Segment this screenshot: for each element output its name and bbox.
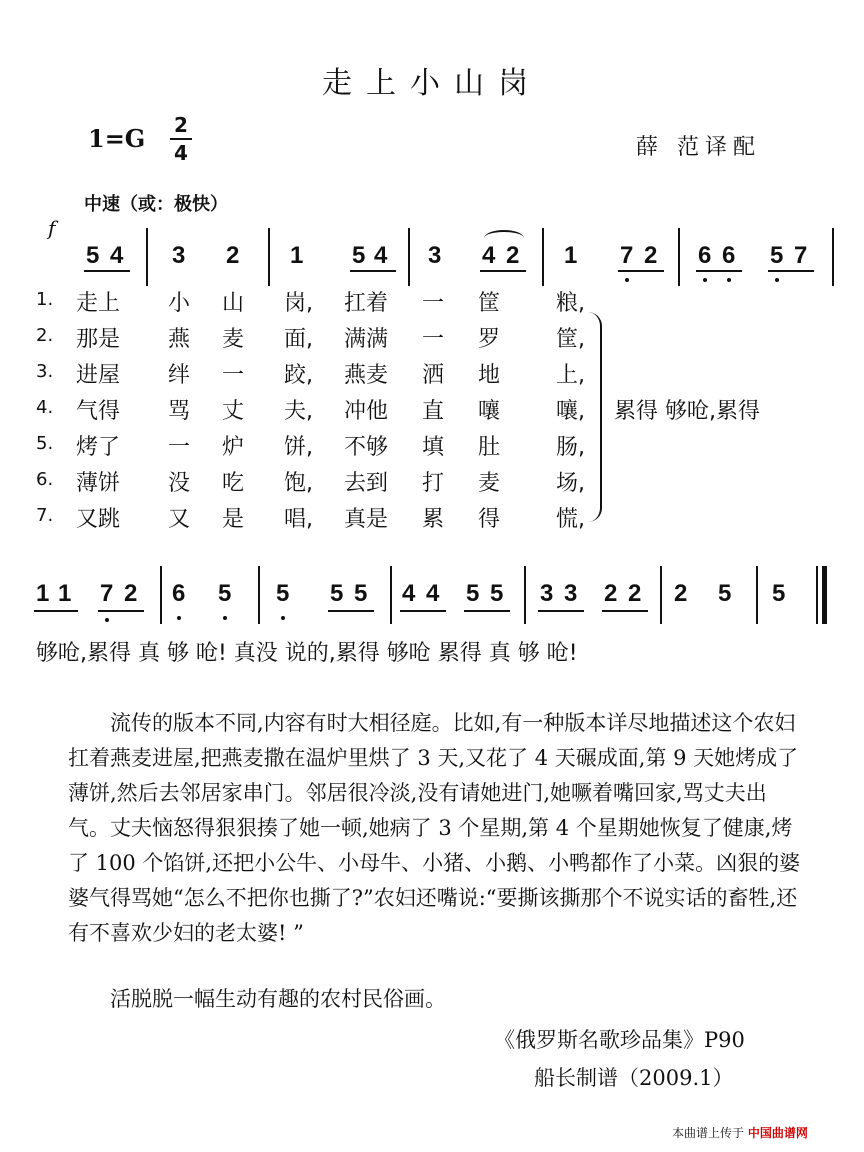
verse-row [0,286,600,322]
verse-word: 一 [422,327,445,352]
note: 6 [698,242,712,269]
note: 5 [466,580,480,607]
note: 3 [428,242,442,269]
verse-word: 烤了 [76,435,121,460]
verse-row [0,322,600,358]
verse-word: 筐 [478,291,501,316]
note: 1 [58,580,72,607]
verse-word: 粮, [556,291,585,316]
verse-number: 4. [36,397,54,418]
verse-word: 唱, [284,507,313,532]
verse-word: 填 [422,435,445,460]
verse-brace [588,312,602,522]
verse-word: 跤, [284,363,313,388]
verse-word: 岗, [284,291,313,316]
verse-word: 吃 [222,471,245,496]
verse-word: 扛着 [344,291,389,316]
verse-word: 不够 [344,435,389,460]
verse-word: 肠, [556,435,585,460]
verse-word: 麦 [222,327,245,352]
note: 5 [490,580,504,607]
note: 2 [644,242,658,269]
verse-row [0,466,600,502]
note: 5 [718,580,732,607]
note: 7 [794,242,808,269]
note: 5 [352,242,366,269]
verse-word: 嚷 [478,399,501,424]
time-bottom: 4 [174,141,188,165]
note: 5 [770,242,784,269]
note: 2 [628,580,642,607]
line2-lyrics: 够呛,累得 真 够 呛! 真没 说的,累得 够呛 累得 真 够 呛! [36,641,578,666]
footer-watermark [672,1124,808,1141]
note: 6 [722,242,736,269]
verse-word: 嚷, [556,399,585,424]
key-signature: 1=G [88,124,146,153]
verse-word: 慌, [556,507,585,532]
verse-word: 是 [222,507,245,532]
refrain-lyric: 累得 够呛,累得 [614,399,760,424]
note: 1 [564,242,578,269]
notation-line-2 [0,580,864,608]
note: 2 [124,580,138,607]
verse-word: 薄饼 [76,471,121,496]
verse-word: 冲他 [344,399,389,424]
verse-word: 山 [222,291,245,316]
verse-row [0,394,600,430]
song-title: 走上小山岗 [322,66,542,101]
verse-word: 炉 [222,435,245,460]
time-signature [170,114,192,164]
commentary-paragraph: 流传的版本不同,内容有时大相径庭。比如,有一种版本详尽地描述这个农妇扛着燕麦进屋,把燕麦撒在温炉里烘了 3 天,又花了 4 天碾成面,第 9 天她烤成了薄饼,然后去邻居家串门。邻居很冷淡,没有请她进门,她噘着嘴回家,骂丈夫出气。丈夫恼怒得狠狠揍了她一顿,她病了 3 个星期,第 4 个星期她恢复了健康,烤了 100 个馅饼,还把小公牛、小母牛、小猪、小鹅、小鸭都作了小菜。凶狠的婆婆气得骂她“怎么不把你也撕了?”农妇还嘴说:“要撕该撕那个不说实话的畜牲,还有不喜欢少妇的老太婆! ” [68,711,801,945]
verse-number: 3. [36,361,54,382]
note: 2 [226,242,240,269]
time-top: 2 [174,113,188,137]
verse-word: 筐, [556,327,585,352]
note: 4 [110,242,124,269]
verse-word: 夫, [284,399,313,424]
verse-word: 又 [168,507,191,532]
note: 5 [218,580,232,607]
verse-word: 燕 [168,327,191,352]
note: 5 [354,580,368,607]
verse-word: 骂 [168,399,191,424]
verse-number: 5. [36,433,54,454]
verse-number: 2. [36,325,54,346]
note: 1 [36,580,50,607]
verse-word: 饱, [284,471,313,496]
arranger-credit: 薛 范译配 [636,135,761,160]
note: 4 [374,242,388,269]
verse-word: 肚 [478,435,501,460]
source-citation: 《俄罗斯名歌珍品集》P90 [494,1028,745,1052]
verse-word: 丈 [222,399,245,424]
note: 5 [330,580,344,607]
note: 2 [506,242,520,269]
verse-word: 累 [422,507,445,532]
slur [484,230,524,246]
verse-number: 6. [36,469,54,490]
verse-word: 上, [556,363,585,388]
note: 4 [402,580,416,607]
verse-word: 又跳 [76,507,121,532]
tempo-marking: 中速（或：极快） [84,194,228,215]
verse-word: 得 [478,507,501,532]
verse-number: 7. [36,505,54,526]
note: 4 [482,242,496,269]
note: 3 [172,242,186,269]
verse-word: 直 [422,399,445,424]
verse-word: 真是 [344,507,389,532]
note: 1 [290,242,304,269]
note: 3 [540,580,554,607]
site-logo: 中国曲谱网 [747,1126,808,1140]
verse-word: 一 [422,291,445,316]
verse-word: 一 [168,435,191,460]
verse-word: 进屋 [76,363,121,388]
verse-word: 走上 [76,291,121,316]
note: 7 [620,242,634,269]
verse-word: 去到 [344,471,389,496]
verse-row [0,358,600,394]
verse-row [0,430,600,466]
verse-word: 洒 [422,363,445,388]
verse-word: 罗 [478,327,501,352]
note: 4 [426,580,440,607]
note: 5 [772,580,786,607]
verse-word: 一 [222,363,245,388]
note: 2 [674,580,688,607]
verse-word: 燕麦 [344,363,389,388]
verse-word: 场, [556,471,585,496]
verse-word: 地 [478,363,501,388]
footer-text: 本曲谱上传于 [672,1126,745,1140]
verse-word: 面, [284,327,313,352]
note: 5 [86,242,100,269]
verse-word: 那是 [76,327,121,352]
note: 3 [564,580,578,607]
note: 5 [276,580,290,607]
verse-word: 气得 [76,399,121,424]
note: 2 [604,580,618,607]
note: 6 [172,580,186,607]
verse-word: 打 [422,471,445,496]
verse-word: 小 [168,291,191,316]
verse-number: 1. [36,289,54,310]
commentary-summary: 活脱脱一幅生动有趣的农村民俗画。 [110,987,446,1011]
verse-word: 没 [168,471,191,496]
transcriber-credit: 船长制谱（2009.1） [534,1066,734,1090]
verse-row [0,502,600,538]
verse-word: 满满 [344,327,389,352]
verse-word: 饼, [284,435,313,460]
verse-word: 绊 [168,363,191,388]
verse-word: 麦 [478,471,501,496]
notation-line-1 [0,242,864,270]
note: 7 [100,580,114,607]
dynamic-marking: f [48,216,56,240]
